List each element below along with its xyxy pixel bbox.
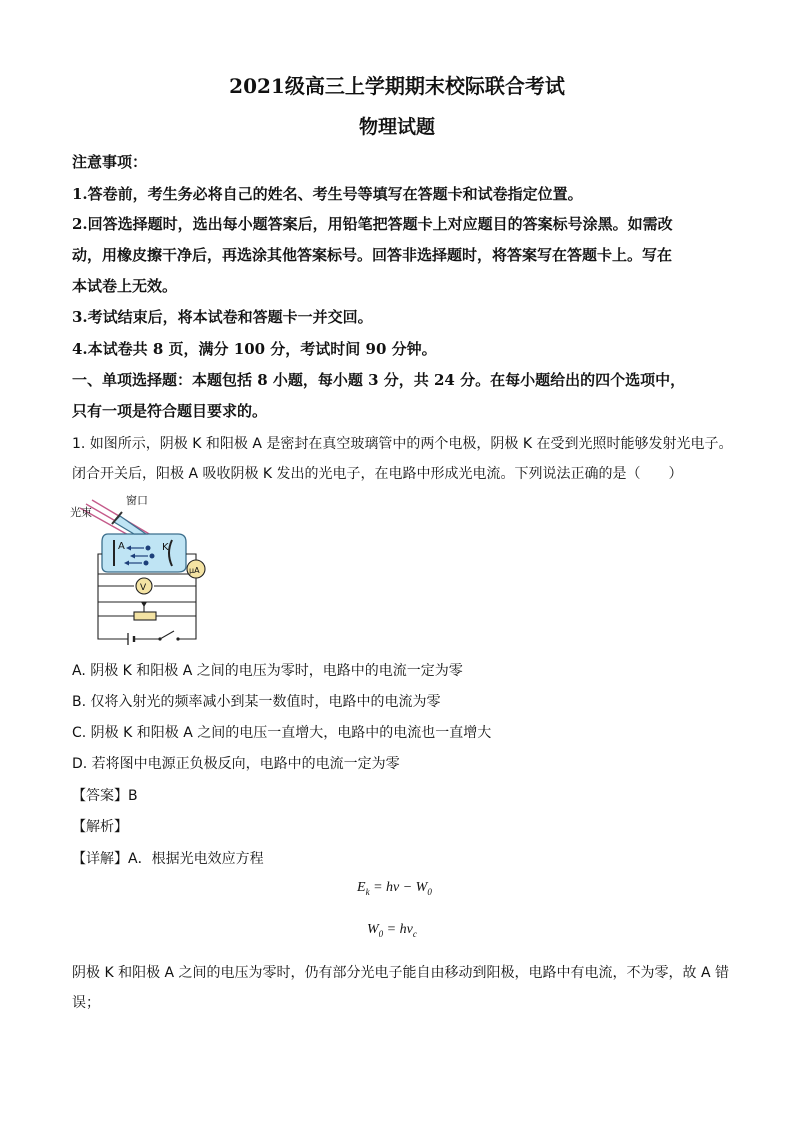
notice-item-3: 3.考试结束后，将本试卷和答题卡一并交回。 — [72, 308, 373, 326]
rheostat-slider — [141, 602, 147, 607]
question1-stem-line2: 闭合开关后，阳极 A 吸收阴极 K 发出的光电子，在电路中形成光电流。下列说法正确的是（ ） — [72, 466, 683, 482]
switch-lever — [160, 631, 174, 639]
question1-option-a: A. 阴极 K 和阳极 A 之间的电压为零时，电路中的电流一定为零 — [72, 663, 463, 679]
voltmeter-label: V — [140, 583, 147, 593]
formula1-lhs: E — [357, 880, 366, 895]
formula1-rhs-subscript: 0 — [427, 886, 432, 897]
formula-work-function — [367, 922, 417, 939]
tube-window-stem — [114, 516, 146, 534]
cathode-label: K — [162, 542, 169, 553]
phototube-circuit-diagram — [68, 494, 208, 646]
detail-line: 【详解】A．根据光电效应方程 — [72, 851, 264, 867]
explanation-line1: 阴极 K 和阳极 A 之间的电压为零时，仍有部分光电子能自由移动到阳极，电路中有电流，不为零，故 A 错 — [72, 965, 730, 981]
section1-heading-line2: 只有一项是符合题目要求的。 — [72, 402, 268, 420]
formula-photoelectric-equation — [357, 880, 432, 897]
exam-title: 2021级高三上学期期末校际联合考试 — [229, 74, 565, 98]
question1-option-d: D. 若将图中电源正负极反向，电路中的电流一定为零 — [72, 756, 400, 772]
formula2-rhs: = hν — [383, 922, 413, 937]
analysis-label: 【解析】 — [72, 819, 128, 835]
rheostat — [134, 612, 156, 620]
question1-option-c: C. 阴极 K 和阳极 A 之间的电压一直增大，电路中的电流也一直增大 — [72, 725, 492, 741]
formula2-rhs-subscript: c — [412, 928, 417, 939]
question1-option-b: B. 仅将入射光的频率减小到某一数值时，电路中的电流为零 — [72, 694, 441, 710]
formula2-lhs: W — [367, 922, 379, 937]
switch-contact-right — [176, 637, 179, 640]
exam-subtitle: 物理试题 — [358, 116, 435, 138]
notice-item-2-line2: 动，用橡皮擦干净后，再选涂其他答案标号。回答非选择题时，将答案写在答题卡上。写在 — [72, 246, 673, 264]
microammeter-label: μA — [189, 566, 200, 575]
notice-item-2-line3: 本试卷上无效。 — [72, 277, 178, 295]
section1-heading-line1: 一、单项选择题：本题包括 8 小题，每小题 3 分，共 24 分。在每小题给出的四个选项中， — [72, 371, 686, 389]
explanation-line2: 误； — [72, 995, 100, 1011]
notice-heading: 注意事项： — [72, 153, 148, 171]
formula1-lhs-subscript: k — [365, 886, 370, 897]
notice-item-4: 4.本试卷共 8 页，满分 100 分，考试时间 90 分钟。 — [72, 340, 437, 358]
light-beam-label: 光束 — [70, 506, 92, 519]
notice-item-2-line1: 2.回答选择题时，选出每小题答案后，用铅笔把答题卡上对应题目的答案标号涂黑。如需改 — [72, 215, 673, 233]
notice-item-1: 1.答卷前，考生务必将自己的姓名、考生号等填写在答题卡和试卷指定位置。 — [72, 185, 583, 203]
anode-label: A — [118, 541, 125, 552]
window-label: 窗口 — [126, 494, 148, 507]
answer-line: 【答案】B — [72, 788, 138, 804]
question1-stem-line1: 1. 如图所示，阴极 K 和阳极 A 是密封在真空玻璃管中的两个电极，阴极 K 在受到光照时能够发射光电子。 — [72, 436, 733, 452]
formula1-rhs: = hν − W — [369, 880, 428, 895]
formula2-lhs-subscript: 0 — [378, 928, 384, 939]
